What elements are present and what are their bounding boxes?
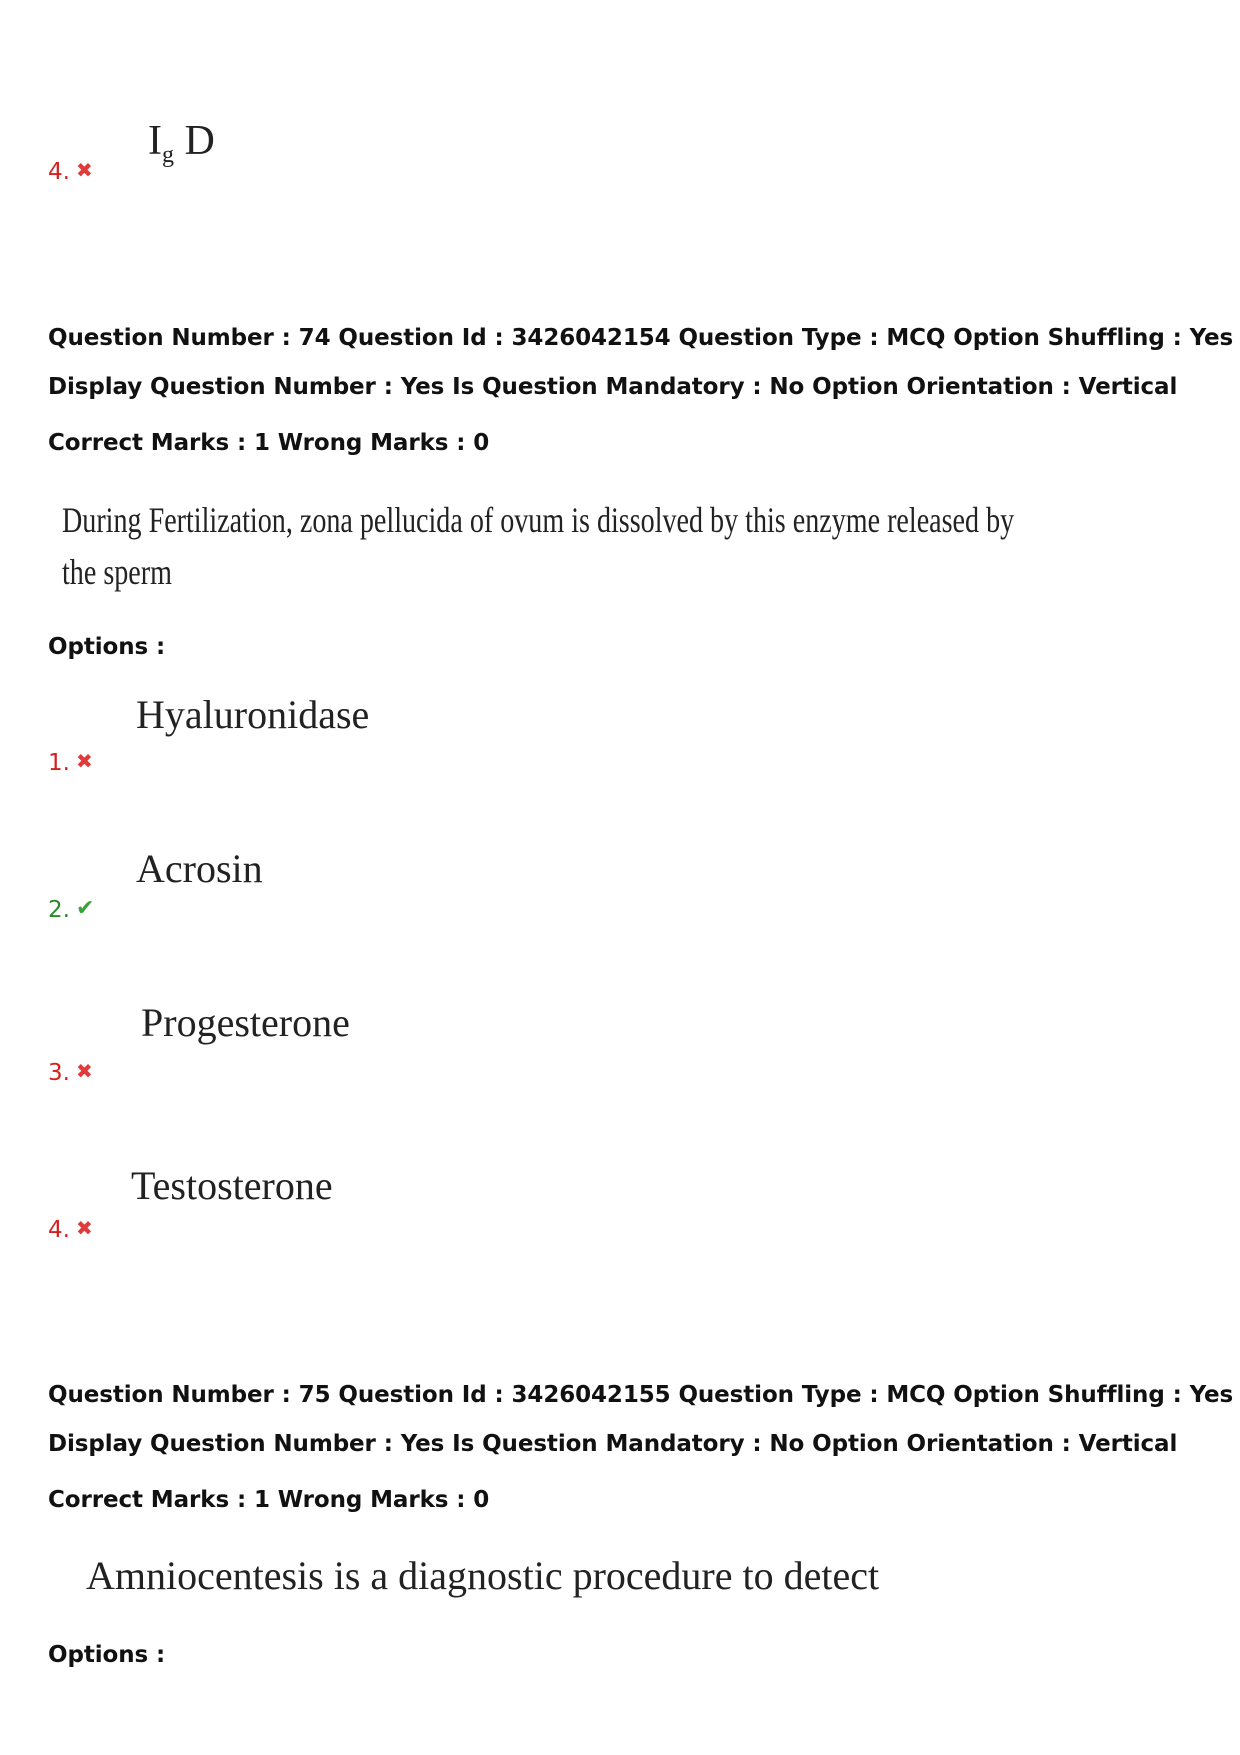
q74-option-2-text: Acrosin	[136, 846, 263, 891]
q74-options-label: Options :	[48, 634, 166, 660]
q74-meta-line-1: Question Number : 74 Question Id : 3426042154 Question Type : MCQ Option Shuffling : Yes	[48, 325, 1234, 351]
q75-options-label: Options :	[48, 1642, 166, 1668]
q74-meta-line-2: Display Question Number : Yes Is Question Mandatory : No Option Orientation : Vertical	[48, 374, 1178, 400]
q75-meta-line-3: Correct Marks : 1 Wrong Marks : 0	[48, 1487, 490, 1513]
wrong-icon: ✖	[75, 1059, 93, 1083]
q74-meta-line-3: Correct Marks : 1 Wrong Marks : 0	[48, 430, 490, 456]
wrong-icon: ✖	[75, 158, 93, 182]
q74-question-line-2: the sperm	[62, 552, 172, 592]
check-icon: ✔	[75, 896, 95, 921]
prev-option-4-number: 4. ✖	[48, 158, 93, 185]
q74-option-3-text: Progesterone	[141, 1000, 350, 1045]
q75-question-text: Amniocentesis is a diagnostic procedure to detect	[86, 1553, 880, 1598]
prev-option-4-text: Ig D	[148, 118, 215, 168]
q74-option-1-number: 1. ✖	[48, 749, 93, 776]
q74-option-4-text: Testosterone	[131, 1163, 333, 1208]
q75-meta-line-1: Question Number : 75 Question Id : 3426042155 Question Type : MCQ Option Shuffling : Yes	[48, 1382, 1234, 1408]
q74-option-1-text: Hyaluronidase	[136, 692, 370, 737]
q75-meta-line-2: Display Question Number : Yes Is Question Mandatory : No Option Orientation : Vertical	[48, 1431, 1178, 1457]
q74-option-4-number: 4. ✖	[48, 1216, 93, 1243]
q74-option-2-number: 2. ✔	[48, 896, 95, 923]
wrong-icon: ✖	[75, 1216, 93, 1240]
q74-question-line-1: During Fertilization, zona pellucida of ovum is dissolved by this enzyme released by	[62, 500, 1015, 540]
wrong-icon: ✖	[75, 749, 93, 773]
q74-option-3-number: 3. ✖	[48, 1059, 93, 1086]
